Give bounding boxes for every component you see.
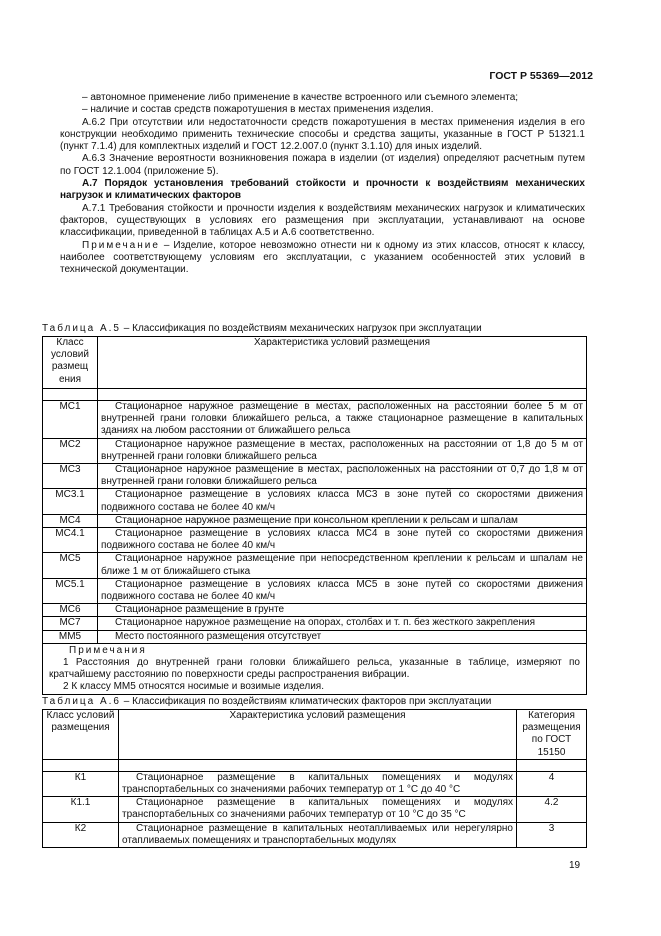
document-header: ГОСТ Р 55369—2012 <box>489 70 593 82</box>
table6-desc-cell: Стационарное размещение в капитальных неотапливаемых или нерегулярно отапливаемых помещениях и транспортабельных модулях <box>119 822 517 847</box>
table5-desc-cell: Стационарное размещение в условиях класса МС5 в зоне путей со скоростями движения подвижного состава не более 40 км/ч <box>98 578 587 603</box>
table-row <box>43 797 587 822</box>
table5-class-cell: МС5.1 <box>43 578 98 603</box>
table-row <box>43 630 587 643</box>
table5-class-cell: МС4 <box>43 514 98 527</box>
note-label: Примечание <box>82 239 160 251</box>
note <box>60 240 585 277</box>
table5 <box>42 336 587 695</box>
table5-desc-cell: Стационарное наружное размещение в местах, расположенных на расстоянии от 0,7 до 1,8 м от внутренней грани головки ближайшего рельса <box>98 464 587 489</box>
table-row <box>43 553 587 578</box>
table5-note: 2 К классу ММ5 относятся носимые и возимые изделия. <box>63 681 324 693</box>
table5-caption-text: – Классификация по воздействиям механических нагрузок при эксплуатации <box>121 323 482 334</box>
table-row <box>43 401 587 439</box>
table5-desc-cell: Стационарное наружное размещение на опорах, столбах и т. п. без жесткого закрепления <box>98 617 587 630</box>
table5-desc-cell: Стационарное наружное размещение в местах, расположенных на расстоянии более 5 м от внутренней грани головки ближайшего рельса, а также стационарное размещение в капитальных зданиях на любом расстоянии от ближайшего рельса <box>98 401 587 439</box>
table6-spacer <box>43 759 119 771</box>
table6-caption <box>42 696 491 707</box>
table5-class-cell: МС3.1 <box>43 489 98 514</box>
table-row <box>43 578 587 603</box>
table5-desc-cell: Стационарное наружное размещение при непосредственном креплении к рельсам и шпалам не ближе 1 м от ближайшего стыка <box>98 553 587 578</box>
table5-class-cell: МС3 <box>43 464 98 489</box>
table6-cat-cell: 4 <box>517 771 587 796</box>
table6-class-cell: К2 <box>43 822 119 847</box>
table5-class-cell: МС1 <box>43 401 98 439</box>
table6-class-cell: К1 <box>43 771 119 796</box>
table6-cat-cell: 4.2 <box>517 797 587 822</box>
table6-desc-cell: Стационарное размещение в капитальных помещениях и модулях транспортабельных со значениями рабочих температур от 10 °С до 35 °С <box>119 797 517 822</box>
table5-caption-label: Таблица А.5 <box>42 323 121 334</box>
page-number: 19 <box>569 860 581 871</box>
table5-desc-cell: Стационарное наружное размещение в местах, расположенных на расстоянии от 1,8 до 5 м от внутренней грани головки ближайшего рельса <box>98 438 587 463</box>
note-text: – Изделие, которое невозможно отнести ни к одному из этих классов, относят к классу, наиболее соответствующему условиям его эксплуатации, с указанием особенностей этих условий в технической документации. <box>60 239 585 276</box>
table-row <box>43 514 587 527</box>
table-row <box>43 438 587 463</box>
table-row <box>43 489 587 514</box>
table6-class-cell: К1.1 <box>43 797 119 822</box>
table-row <box>43 528 587 553</box>
table5-desc-cell: Стационарное размещение в грунте <box>98 604 587 617</box>
table5-desc-cell: Стационарное размещение в условиях класса МС3 в зоне путей со скоростями движения подвижного состава не более 40 км/ч <box>98 489 587 514</box>
table-row <box>43 464 587 489</box>
table-row <box>43 822 587 847</box>
table6-desc-cell: Стационарное размещение в капитальных помещениях и модулях транспортабельных со значениями рабочих температур от 1 °С до 40 °С <box>119 771 517 796</box>
table5-notes <box>43 643 587 694</box>
paragraph: – наличие и состав средств пожаротушения в местах применения изделия. <box>82 104 434 116</box>
table5-caption <box>42 323 482 334</box>
table6-head-cat: Категория размещения по ГОСТ 15150 <box>517 710 587 760</box>
table6-caption-label: Таблица А.6 <box>42 696 121 707</box>
table5-head-class: Класс условий размещ ения <box>43 337 98 389</box>
table6-spacer <box>119 759 517 771</box>
table6-caption-text: – Классификация по воздействиям климатических факторов при эксплуатации <box>121 696 492 707</box>
table5-class-cell: ММ5 <box>43 630 98 643</box>
table5-class-cell: МС6 <box>43 604 98 617</box>
table5-notes-label: Примечания <box>69 644 147 656</box>
table5-class-cell: МС4.1 <box>43 528 98 553</box>
paragraph: А.6.3 Значение вероятности возникновения пожара в изделии (от изделия) определяют расчетным путем по ГОСТ 12.1.004 (приложение 5). <box>60 153 585 177</box>
table5-desc-cell: Стационарное наружное размещение при консольном креплении к рельсам и шпалам <box>98 514 587 527</box>
paragraph: А.6.2 При отсутствии или недостаточности средств пожаротушения в местах применения изделия в его конструкции необходимо применить технические способы и средства защиты, указанные в ГОСТ Р 51321.1 (пункт 7.1.4) для комплектных изделий и ГОСТ 12.2.007.0 (пункт 3.1.10) для иных изделий. <box>60 116 585 153</box>
paragraph: А.7.1 Требования стойкости и прочности изделия к воздействиям механических нагрузок и климатических факторов, существующих в условиях его размещения при эксплуатации, устанавливают на основе классификации, приведенной в таблицах А.5 и А.6 соответственно. <box>60 202 585 239</box>
table6-spacer <box>517 759 587 771</box>
table6-cat-cell: 3 <box>517 822 587 847</box>
table5-class-cell: МС7 <box>43 617 98 630</box>
table6 <box>42 709 587 848</box>
table-row <box>43 604 587 617</box>
table-row <box>43 771 587 796</box>
table5-class-cell: МС2 <box>43 438 98 463</box>
table6-head-desc: Характеристика условий размещения <box>119 710 517 760</box>
table5-spacer <box>43 389 98 401</box>
table5-head-desc: Характеристика условий размещения <box>98 337 587 389</box>
table6-head-class: Класс условий размещения <box>43 710 119 760</box>
table5-spacer <box>98 389 587 401</box>
paragraph: – автономное применение либо применение в качестве встроенного или съемного элемента; <box>82 92 519 103</box>
table5-desc-cell: Стационарное размещение в условиях класса МС4 в зоне путей со скоростями движения подвижного состава не более 40 км/ч <box>98 528 587 553</box>
body-text <box>60 92 585 276</box>
table5-class-cell: МС5 <box>43 553 98 578</box>
table5-note: 1 Расстояния до внутренней грани головки ближайшего рельса, указанные в таблице, измеряют по кратчайшему расстоянию по поверхности среды распространения вибрации. <box>49 657 580 681</box>
table-row <box>43 617 587 630</box>
table5-desc-cell: Место постоянного размещения отсутствует <box>98 630 587 643</box>
section-heading: А.7 Порядок установления требований стойкости и прочности к воздействиям механических нагрузок и климатических факторов <box>60 178 585 202</box>
